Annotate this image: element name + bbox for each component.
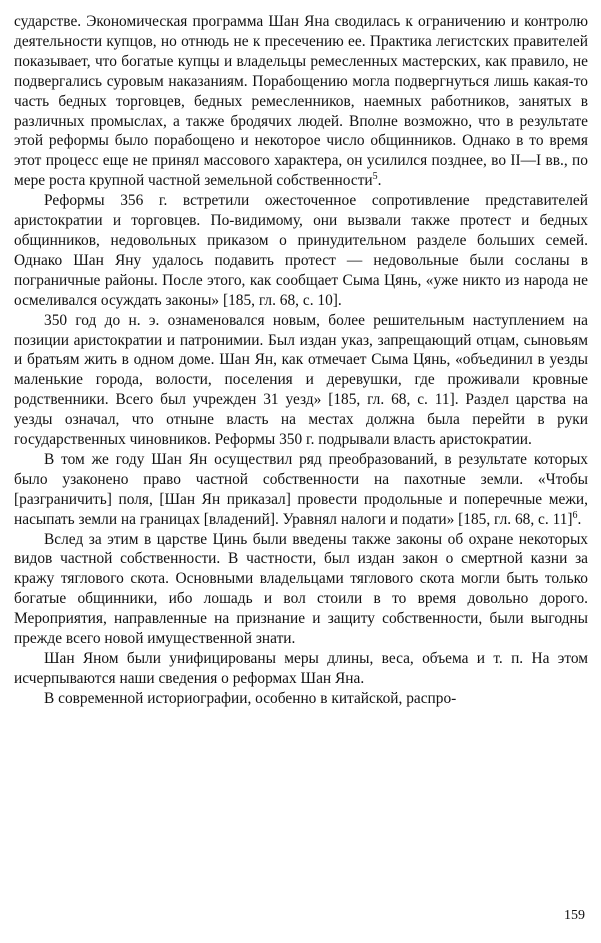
paragraph-7	[14, 689, 588, 709]
paragraph-5-text: Вслед за этим в царстве Цинь были введены также законы об охране некоторых видов частной собственности. В частности, был издан закон о смертной казни за кражу тяглового скота. Основными владельцами тяглового скота могли быть только богатые общинники, ибо лошадь и вол стоили в то время довольно дорого. Мероприятия, направленные на признание и защиту собственности, были выгодны прежде всего новой имущественной знати.	[14, 530, 588, 648]
page-number: 159	[564, 908, 585, 923]
paragraph-4: В том же году Шан Ян осуществил ряд преобразований, в результате которых было узаконено право частной собственности на пахотные земли. «Чтобы [разграничить] поля, [Шан Ян приказал] провести продольные и поперечные межи, насыпать земли на границах [владений]. Уравнял налоги и подати» [185, гл. 68, с. 11]$^6$.	[14, 450, 588, 528]
footnote-ref-6: 6	[572, 509, 578, 521]
paragraph-2	[14, 191, 588, 310]
paragraph-1-text: сударстве. Экономическая программа Шан Яна сводилась к ограничению и контролю деятельности купцов, но отнюдь не к пресечению ее. Практика легистских правителей показывает, что богатые купцы и владельцы ремесленных мастерских, как правило, не подвергались суровым наказаниям. Порабощению могла подвергнуться лишь какая-то часть бедных торговцев, бедных ремесленников, наемных работников, занятых в различных промыслах, а также бродячих людей. Вполне возможно, что в результате этой реформы было порабощено и некоторое число общинников. Однако в то время этот процесс еще не принял массового характера, он усилился позднее, во II—I вв., по мере роста крупной частной земельной собственности	[14, 13, 588, 190]
paragraph-4-text: В том же году Шан Ян осуществил ряд преобразований, в результате которых было узаконено право частной собственности на пахотные земли. «Чтобы [разграничить] поля, [Шан Ян приказал] провести продольные и поперечные межи, насыпать земли на границах [владений]. Уравнял налоги и подати» [185, гл. 68, с. 11]	[14, 450, 588, 528]
paragraph-1: сударстве. Экономическая программа Шан Яна сводилась к ограничению и контролю деятельности купцов, но отнюдь не к пресечению ее. Практика легистских правителей показывает, что богатые купцы и владельцы ремесленных мастерских, как правило, не подвергались суровым наказаниям. Порабощению могла подвергнуться лишь какая-то часть бедных торговцев, бедных ремесленников, наемных работников, занятых в различных промыслах, а также бродячих людей. Вполне возможно, что в результате этой реформы было порабощено и некоторое число общинников. Однако в то время этот процесс еще не принял массового характера, он усилился позднее, во II—I вв., по мере роста крупной частной земельной собственности$^5$.	[14, 13, 588, 190]
page-body	[14, 12, 588, 709]
paragraph-6	[14, 649, 588, 689]
paragraph-5	[14, 530, 588, 649]
footnote-ref-5: 5	[372, 171, 378, 183]
paragraph-6-text: Шан Яном были унифицированы меры длины, веса, объема и т. п. На этом исчерпываются наши сведения о реформах Шан Яна.	[14, 650, 588, 687]
paragraph-3-text: 350 год до н. э. ознаменовался новым, более решительным наступлением на позиции аристократии и патронимии. Был издан указ, запрещающий отцам, сыновьям и братьям жить в одном доме. Шан Ян, как отмечает Сыма Цянь, «объединил в уезды маленькие города, волости, поселения и деревушки, где проживали кровные родственники. Всего был учрежден 31 уезд» [185, гл. 68, с. 11]. Раздел царства на уезды означал, что отныне власть на местах должна была перейти в руки государственных чиновников. Реформы 350 г. подрывали власть аристократии.	[14, 311, 588, 449]
paragraph-3	[14, 311, 588, 450]
paragraph-7-text: В современной историографии, особенно в китайской, распро-	[44, 689, 457, 707]
paragraph-2-text: Реформы 356 г. встретили ожесточенное сопротивление представителей аристократии и торговцев. По-видимому, они вызвали также протест и бедных общинников, недовольных приказом о принудительном разделе больших семей. Однако Шан Яну удалось подавить протест — недовольные были сосланы в пограничные районы. После этого, как сообщает Сыма Цянь, «уже никто из народа не осмеливался осуждать законы» [185, гл. 68, с. 10].	[14, 192, 588, 309]
